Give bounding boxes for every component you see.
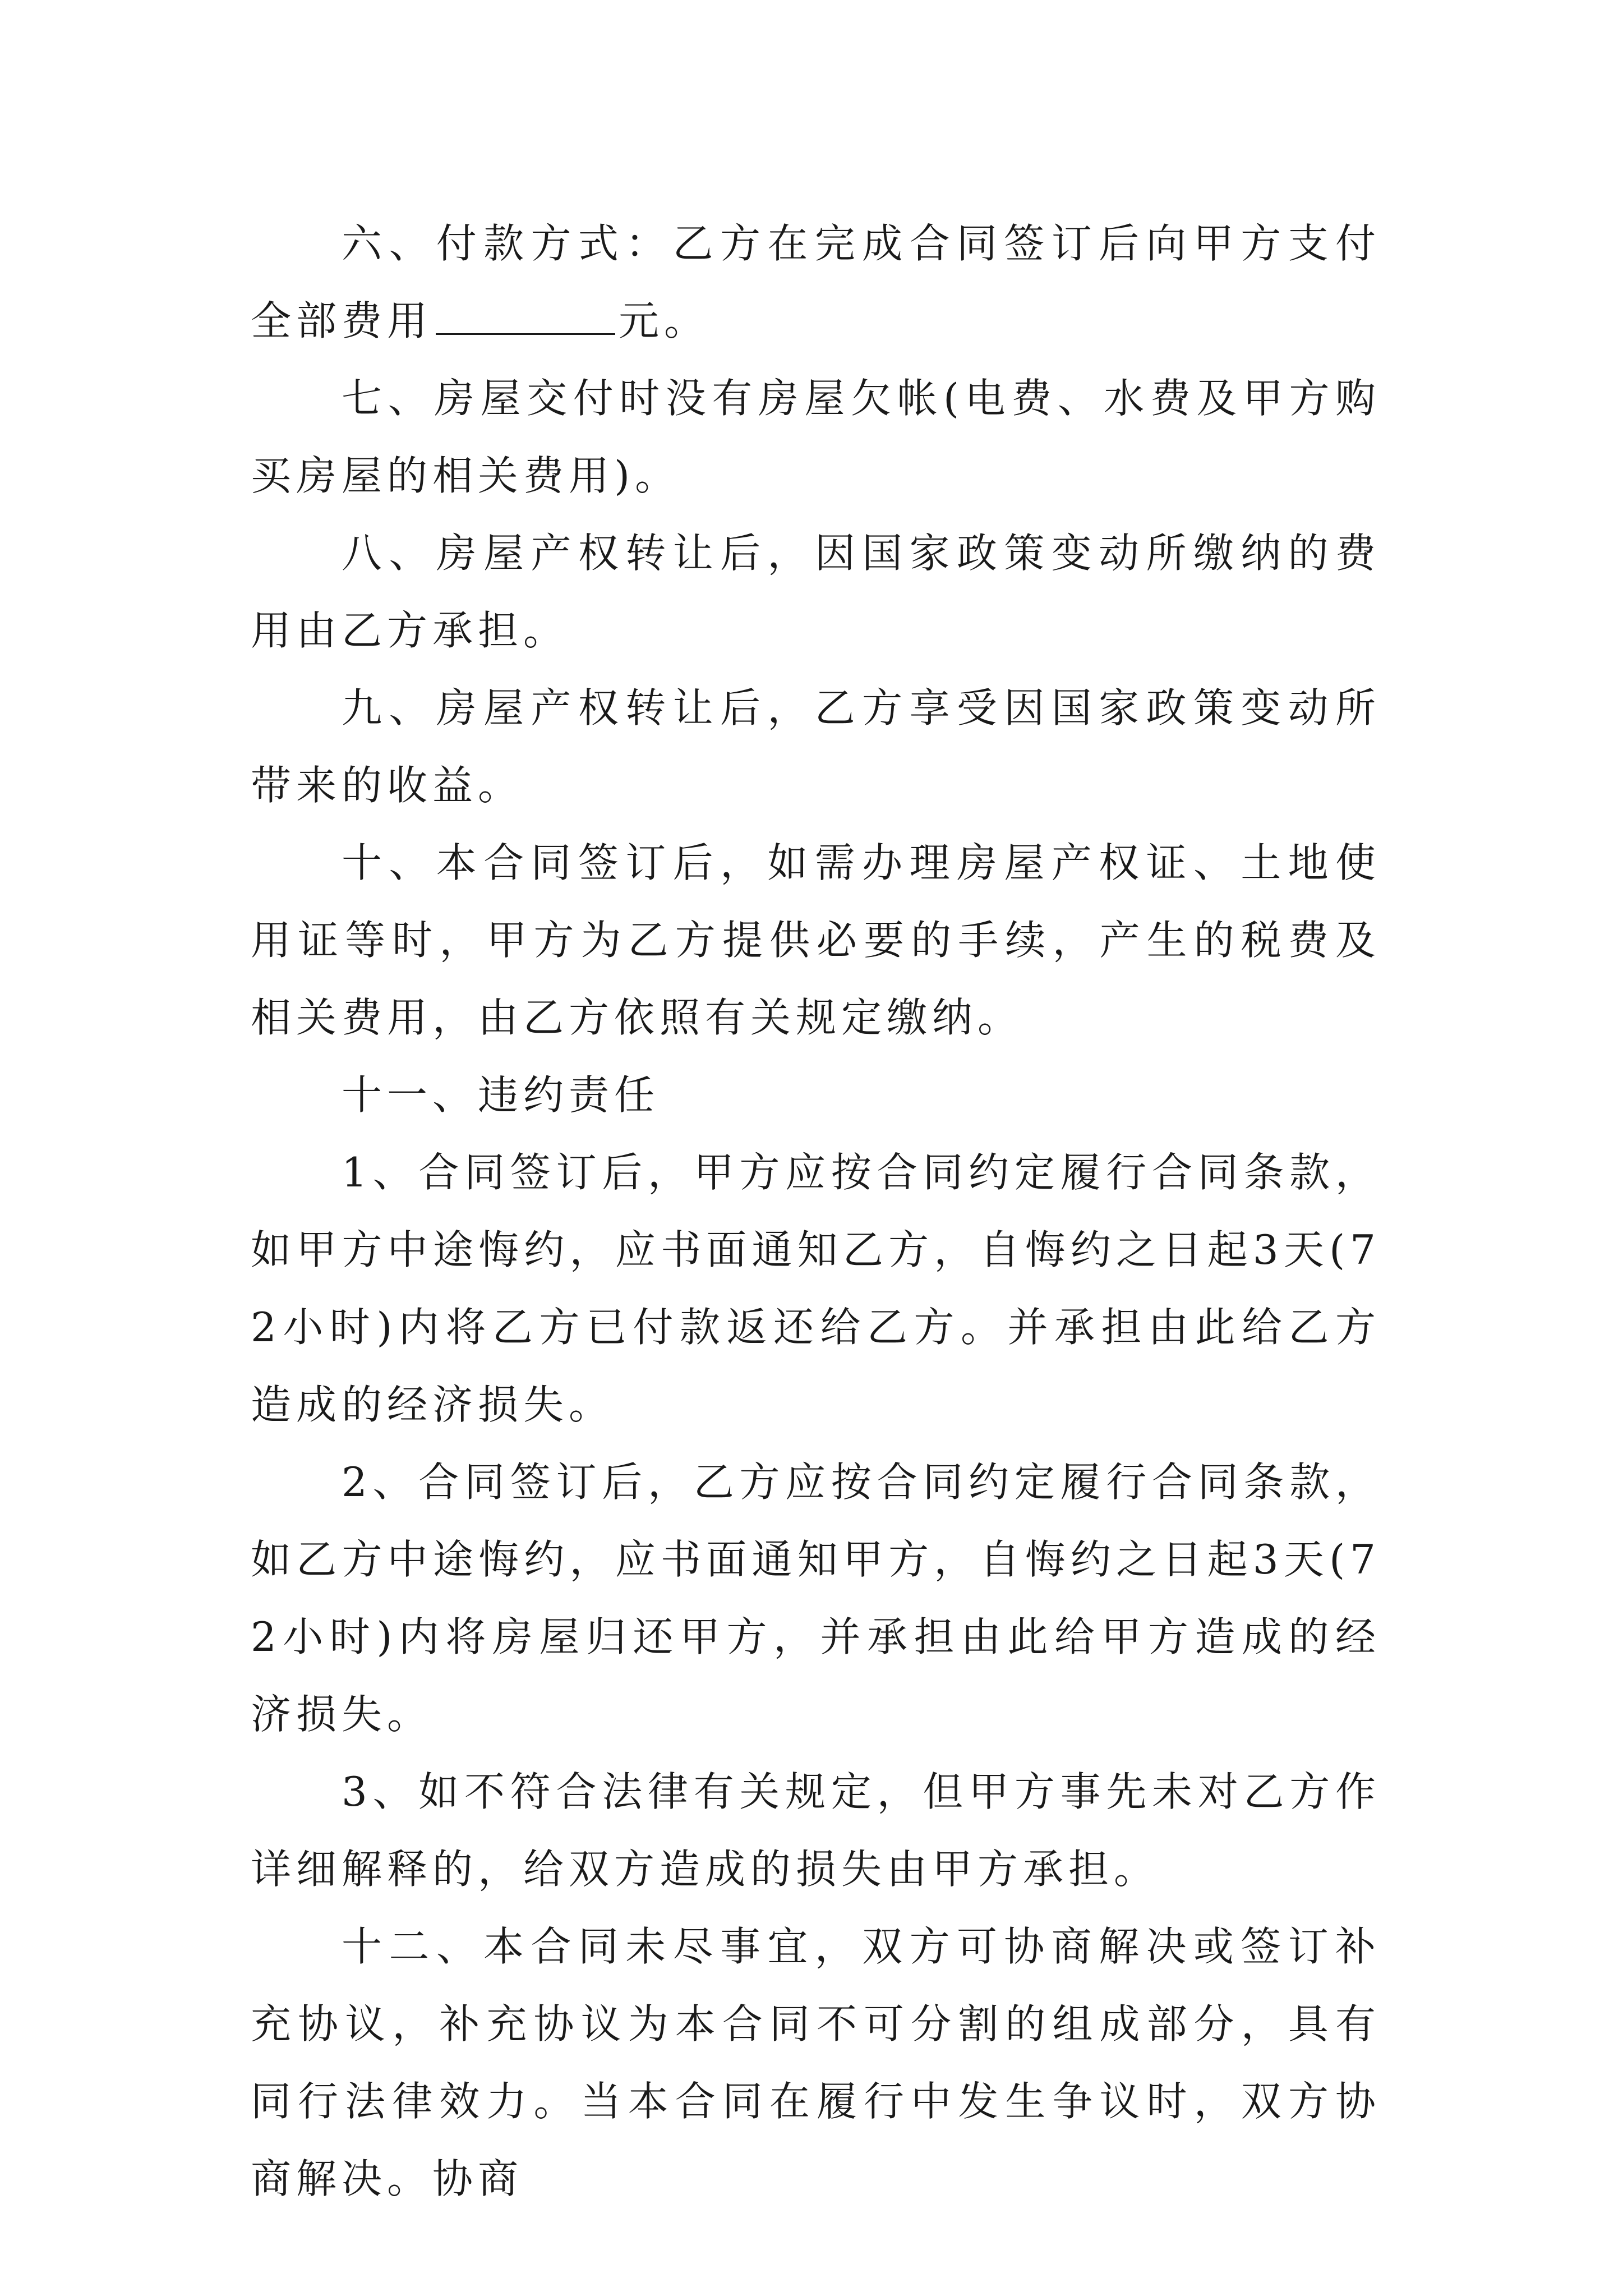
clause-7-delivery: 七、房屋交付时没有房屋欠帐(电费、水费及甲方购买房屋的相关费用)。	[251, 375, 1381, 499]
clause-10-certificates: 十、本合同签订后，如需办理房屋产权证、土地使用证等时，甲方为乙方提供必要的手续，产生的税费及相关费用，由乙方依照有关规定缴纳。	[251, 839, 1381, 1041]
clause-8-policy-fees: 八、房屋产权转让后，因国家政策变动所缴纳的费用由乙方承担。	[251, 530, 1381, 654]
clause-11-heading: 十一、违约责任	[342, 1071, 660, 1119]
clause-6-payment	[251, 205, 1381, 360]
clause-11-item-1: 1、合同签订后，甲方应按合同约定履行合同条款，如甲方中途悔约，应书面通知乙方，自悔约之日起3天(72小时)内将乙方已付款返还给乙方。并承担由此给乙方造成的经济损失。	[251, 1149, 1381, 1428]
clause-9-policy-gains: 九、房屋产权转让后，乙方享受因国家政策变动所带来的收益。	[251, 684, 1381, 809]
clause-11-item-2: 2、合同签订后，乙方应按合同约定履行合同条款，如乙方中途悔约，应书面通知甲方，自悔约之日起3天(72小时)内将房屋归还甲方，并承担由此给甲方造成的经济损失。	[251, 1458, 1381, 1738]
amount-blank	[436, 296, 615, 335]
clause-11-item-3: 3、如不符合法律有关规定，但甲方事先未对乙方作详细解释的，给双方造成的损失由甲方承担。	[251, 1768, 1381, 1893]
clause-6-suffix: 元。	[619, 297, 710, 344]
clause-6-text: 六、付款方式：乙方在完成合同签订后向甲方支付全部费用	[251, 220, 1381, 344]
clause-12-supplement: 十二、本合同未尽事宜，双方可协商解决或签订补充协议，补充协议为本合同不可分割的组成部分，具有同行法律效力。当本合同在履行中发生争议时，双方协商解决。协商	[251, 1923, 1381, 2202]
document-body	[251, 205, 1381, 2217]
